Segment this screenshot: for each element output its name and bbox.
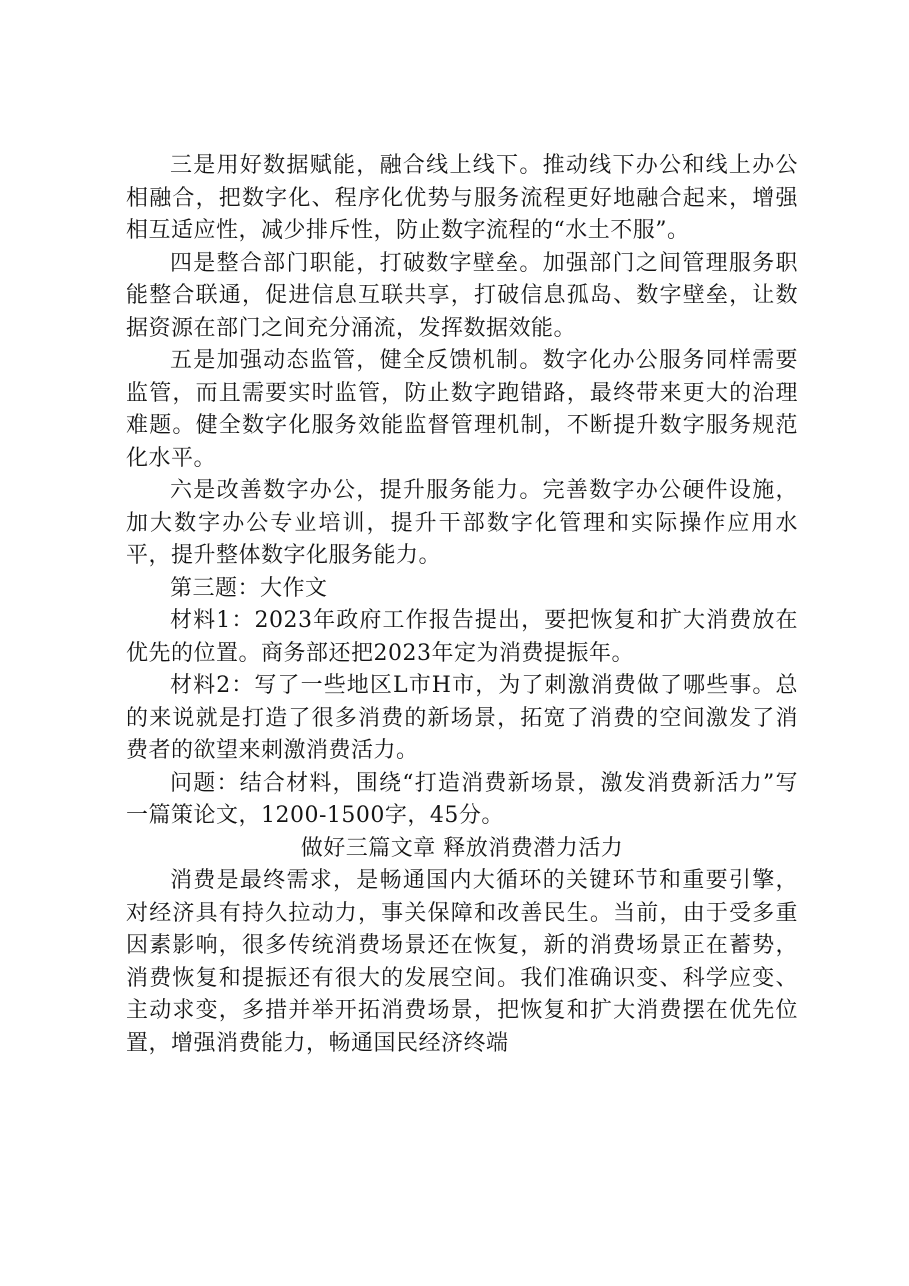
paragraph-department-integration: 四是整合部门职能，打破数字壁垒。加强部门之间管理服务职能整合联通，促进信息互联共享，打破信息孤岛、数字壁垒，让数据资源在部门之间充分涌流，发挥数据效能。 xyxy=(126,250,798,341)
paragraph-dynamic-supervision: 五是加强动态监管，健全反馈机制。数字化办公服务同样需要监管，而且需要实时监管，防止数字跑错路，最终带来更大的治理难题。健全数字化服务效能监督管理机制，不断提升数字服务规范化水平。 xyxy=(126,348,798,471)
essay-title: 做好三篇文章 释放消费潜力活力 xyxy=(300,835,624,861)
paragraph-data-empowerment: 三是用好数据赋能，融合线上线下。推动线下办公和线上办公相融合，把数字化、程序化优势与服务流程更好地融合起来，增强相互适应性，减少排斥性，防止数字流程的“水土不服”。 xyxy=(126,153,798,243)
paragraph-digital-office: 六是改善数字办公，提升服务能力。完善数字办公硬件设施，加大数字办公专业培训，提升干部数字化管理和实际操作应用水平，提升整体数字化服务能力。 xyxy=(126,478,798,568)
essay-opening-paragraph: 消费是最终需求，是畅通国内大循环的关键环节和重要引擎，对经济具有持久拉动力，事关保障和改善民生。当前，由于受多重因素影响，很多传统消费场景还在恢复，新的消费场景正在蓄势，消费恢复和提振还有很大的发展空间。我们准确识变、科学应变、主动求变，多措并举开拓消费场景，把恢复和扩大消费摆在优先位置，增强消费能力，畅通国民经济终端 xyxy=(126,868,798,1056)
paragraph-material-one: 材料1：2023年政府工作报告提出，要把恢复和扩大消费放在优先的位置。商务部还把2023年定为消费提振年。 xyxy=(126,608,798,666)
paragraph-question: 问题：结合材料，围绕“打造消费新场景，激发消费新活力”写一篇策论文，1200-1500字，45分。 xyxy=(126,770,798,828)
paragraph-material-two: 材料2：写了一些地区L市H市，为了刺激消费做了哪些事。总的来说就是打造了很多消费的新场景，拓宽了消费的空间激发了消费者的欲望来刺激消费活力。 xyxy=(126,673,798,763)
section-heading-question-three: 第三题：大作文 xyxy=(170,575,328,601)
document-body xyxy=(126,150,798,1060)
